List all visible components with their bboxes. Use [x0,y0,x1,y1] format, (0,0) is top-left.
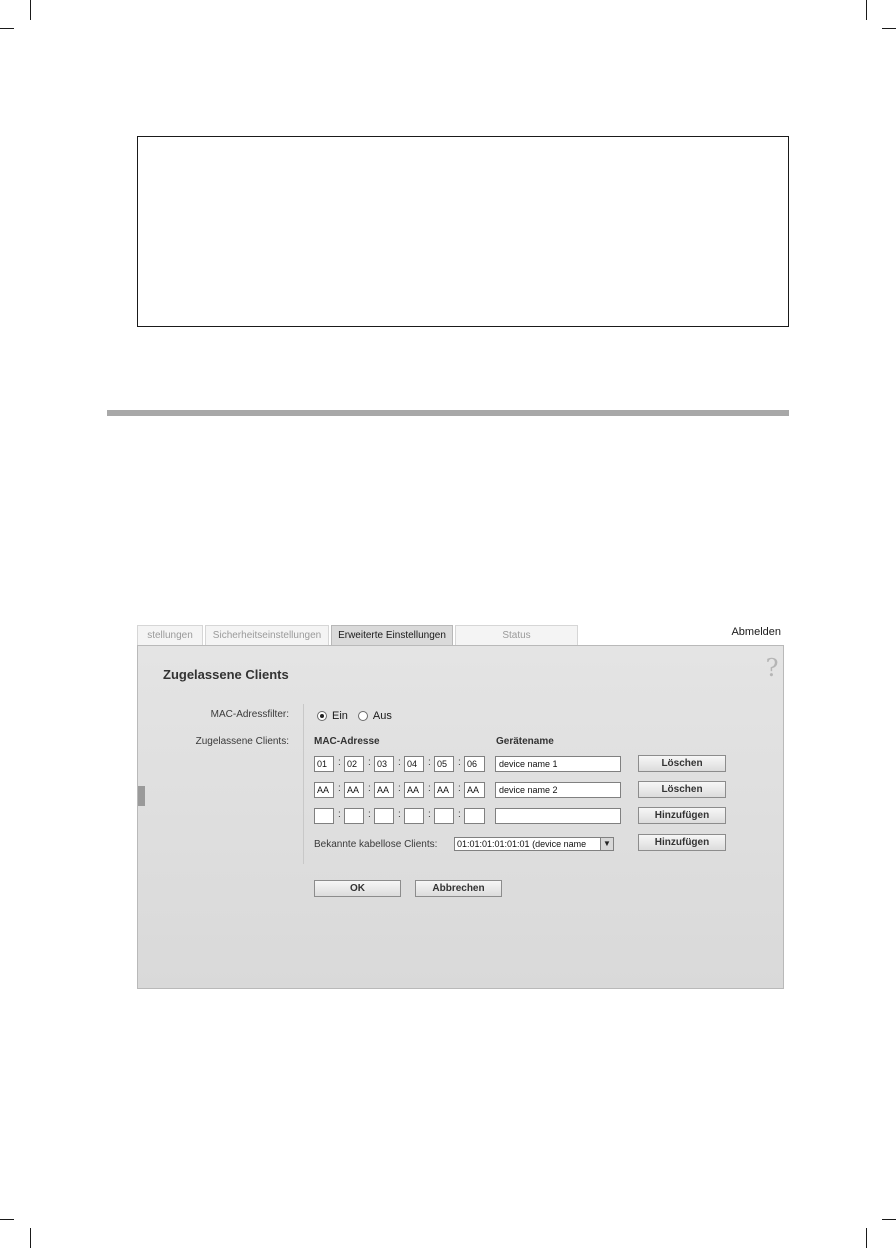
mac-octet-field[interactable] [374,808,394,824]
tab-bar [137,625,784,645]
question-mark-icon[interactable]: ? [765,654,779,682]
mac-octet-field[interactable] [464,808,485,824]
colon-separator: : [338,757,341,768]
ok-button[interactable]: OK [314,880,401,897]
colon-separator: : [338,783,341,794]
tab-status[interactable]: Status [455,625,578,645]
radio-aus[interactable] [358,711,368,721]
known-clients-select[interactable] [454,837,614,851]
panel-title: Zugelassene Clients [163,667,289,682]
colon-separator: : [398,783,401,794]
mac-octet-field[interactable]: AA [344,782,364,798]
mac-octet-field[interactable]: AA [404,782,424,798]
colon-separator: : [368,783,371,794]
tab-erweiterte-einstellungen[interactable]: Erweiterte Einstellungen [331,625,453,645]
crop-mark [0,28,14,29]
colon-separator: : [458,783,461,794]
crop-mark [0,1219,14,1220]
colon-separator: : [428,809,431,820]
device-name-header: Gerätename [496,736,554,747]
colon-separator: : [428,757,431,768]
mac-octet-field[interactable]: AA [464,782,485,798]
delete-button[interactable]: Löschen [638,755,726,772]
mac-octet-field[interactable]: 05 [434,756,454,772]
divider-rule [107,410,789,416]
add-known-client-button[interactable]: Hinzufügen [638,834,726,851]
device-name-field[interactable]: device name 2 [495,782,621,798]
mac-octet-field[interactable]: 01 [314,756,334,772]
tab-einstellungen[interactable]: stellungen [137,625,203,645]
colon-separator: : [458,809,461,820]
radio-ein-label: Ein [332,710,348,722]
radio-aus-label: Aus [372,710,392,722]
column-separator [303,704,304,864]
mac-octet-field[interactable]: AA [314,782,334,798]
empty-framed-box [137,136,789,327]
mac-filter-radio-group [317,709,402,723]
mac-filter-label: MAC-Adressfilter: [210,709,289,720]
colon-separator: : [398,757,401,768]
mac-octet-field[interactable]: 04 [404,756,424,772]
logout-link[interactable]: Abmelden [731,626,781,638]
crop-mark [866,1228,867,1248]
known-clients-select-value: 01:01:01:01:01:01 (device name [457,839,587,849]
known-clients-label: Bekannte kabellose Clients: [314,839,438,850]
mac-octet-field[interactable]: AA [374,782,394,798]
allowed-clients-label: Zugelassene Clients: [195,736,289,747]
crop-mark [882,1219,896,1220]
crop-mark [866,0,867,20]
add-button[interactable]: Hinzufügen [638,807,726,824]
device-name-field[interactable] [495,808,621,824]
colon-separator: : [368,809,371,820]
device-name-field[interactable]: device name 1 [495,756,621,772]
chevron-down-icon[interactable]: ▼ [600,838,613,850]
mac-octet-field[interactable] [434,808,454,824]
radio-ein[interactable] [317,711,327,721]
mac-octet-field[interactable]: AA [434,782,454,798]
tab-sicherheitseinstellungen[interactable]: Sicherheitseinstellungen [205,625,329,645]
colon-separator: : [368,757,371,768]
settings-panel [137,645,784,989]
colon-separator: : [458,757,461,768]
crop-mark [30,1228,31,1248]
side-handle[interactable] [138,786,145,806]
crop-mark [882,28,896,29]
mac-octet-field[interactable] [344,808,364,824]
mac-address-header: MAC-Adresse [314,736,380,747]
colon-separator: : [338,809,341,820]
colon-separator: : [398,809,401,820]
mac-octet-field[interactable] [314,808,334,824]
mac-octet-field[interactable]: 02 [344,756,364,772]
mac-octet-field[interactable]: 03 [374,756,394,772]
cancel-button[interactable]: Abbrechen [415,880,502,897]
crop-mark [30,0,31,20]
colon-separator: : [428,783,431,794]
mac-octet-field[interactable] [404,808,424,824]
delete-button[interactable]: Löschen [638,781,726,798]
mac-octet-field[interactable]: 06 [464,756,485,772]
router-ui-screenshot [137,625,784,989]
